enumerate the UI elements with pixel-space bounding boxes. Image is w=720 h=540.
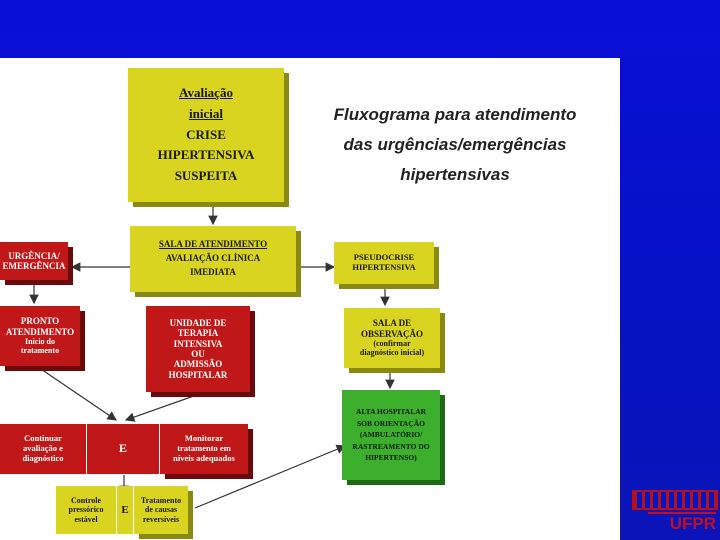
node-alta-line-2: SOB ORIENTAÇÃO <box>357 418 425 428</box>
node-continuar-line-2: avaliação e <box>23 443 63 454</box>
node-controle-line-2: pressórico <box>68 505 104 515</box>
node-controle-pressorico <box>56 486 116 534</box>
node-initial-line-1: Avaliação <box>179 85 233 100</box>
node-urgencia-line-2: EMERGÊNCIA <box>2 261 66 271</box>
node-pseudocrise-line-1: PSEUDOCRISE <box>353 252 415 263</box>
node-pseudocrise <box>334 242 434 284</box>
node-pronto-line-4: tratamento <box>20 346 60 356</box>
node-e-red-label: E <box>118 441 127 456</box>
node-e-red <box>87 424 159 474</box>
node-uti-admissao <box>146 306 250 392</box>
node-alta-line-3: (AMBULATÓRIO/ <box>359 430 423 440</box>
node-tratamento-line-2: de causas <box>144 505 178 515</box>
node-observacao-line-2: OBSERVAÇÃO <box>360 328 424 339</box>
node-tratamento-causas <box>134 486 188 534</box>
node-uti-line-2: TERAPIA <box>177 328 219 339</box>
node-initial-line-4: HIPERTENSIVA <box>157 147 255 163</box>
node-initial-line-5: SUSPEITA <box>174 168 238 184</box>
node-uti-line-5: ADMISSÃO <box>173 359 223 370</box>
title-line-3: hipertensivas <box>400 164 510 184</box>
node-monitorar-line-2: tratamento em <box>177 443 231 454</box>
node-pronto-atendimento <box>0 306 80 366</box>
node-alta-hospitalar <box>342 390 440 480</box>
node-controle-line-3: estável <box>74 514 98 524</box>
node-urgencia-emergencia <box>0 242 68 280</box>
ufpr-logo <box>632 490 718 534</box>
node-sala-line-2: AVALIAÇÃO CLÍNICA <box>165 253 261 264</box>
ufpr-logo-text: UFPR <box>648 512 716 534</box>
node-pronto-line-3: Início do <box>24 337 55 347</box>
node-uti-line-4: OU <box>191 349 205 359</box>
node-monitorar-tratamento <box>160 424 248 474</box>
node-sala-atendimento <box>130 226 296 292</box>
node-continuar-avaliacao <box>0 424 86 474</box>
node-initial-line-3: CRISE <box>186 126 226 142</box>
arrow-uti-to-e <box>126 392 205 420</box>
node-sala-observacao <box>344 308 440 368</box>
node-pseudocrise-line-2: HIPERTENSIVA <box>352 262 416 272</box>
node-observacao-line-1: SALA DE <box>372 318 412 329</box>
node-alta-line-5: HIPERTENSO) <box>365 453 417 463</box>
node-tratamento-line-1: Tratamento <box>140 496 182 506</box>
node-monitorar-line-1: Monitorar <box>184 433 224 444</box>
node-observacao-line-3: (confirmar <box>373 339 411 349</box>
node-observacao-line-4: diagnóstico inicial) <box>359 348 425 358</box>
node-initial-line-2: inicial <box>189 105 223 121</box>
node-controle-line-1: Controle <box>70 496 102 506</box>
node-sala-line-1: SALA DE ATENDIMENTO <box>158 239 268 250</box>
node-continuar-line-3: diagnóstico <box>22 452 64 463</box>
node-alta-line-1: ALTA HOSPITALAR <box>355 406 427 416</box>
flowchart-title <box>300 100 610 189</box>
ufpr-logo-building-icon <box>632 490 718 510</box>
node-uti-line-1: UNIDADE DE <box>169 317 227 328</box>
node-tratamento-line-3: reversíveis <box>142 514 180 524</box>
node-monitorar-line-3: níveis adequados <box>173 452 235 463</box>
node-urgencia-line-1: URGÊNCIA/ <box>8 250 60 261</box>
node-e-yellow-label: E <box>121 503 129 516</box>
node-uti-line-3: INTENSIVA <box>173 338 223 349</box>
title-line-2: das urgências/emergências <box>343 134 567 154</box>
title-line-1: Fluxograma para atendimento <box>333 105 577 124</box>
node-pronto-line-2: ATENDIMENTO <box>5 326 75 337</box>
node-uti-line-6: HOSPITALAR <box>168 369 228 380</box>
node-sala-line-3: IMEDIATA <box>190 266 236 277</box>
node-alta-line-4: RASTREAMENTO DO <box>352 441 430 451</box>
node-initial-evaluation <box>128 68 284 202</box>
arrow-pronto-to-e <box>35 365 116 420</box>
node-e-yellow <box>117 486 133 534</box>
node-continuar-line-1: Continuar <box>24 433 62 444</box>
node-pronto-line-1: PRONTO <box>20 316 60 327</box>
